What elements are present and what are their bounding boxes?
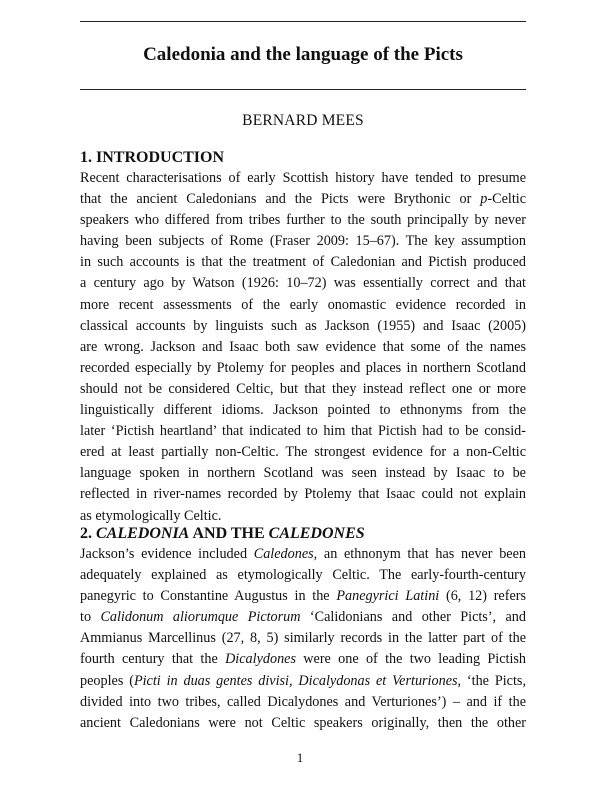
text-line: ered at least partially non-Celtic. The strongest evidence for a non-Celtic: [80, 444, 526, 461]
text-line: recorded especially by Ptolemy for peoples and places in northern Scotland: [80, 359, 526, 376]
top-rule: [80, 21, 526, 22]
text-line: more recent assessments of the early onomastic evidence recorded in: [80, 296, 526, 313]
text-line: ancient Caledonians were not Celtic speakers originally, then the other: [80, 714, 526, 731]
text-line: linguistically different idioms. Jackson pointed to ethnonyms from the: [80, 402, 526, 419]
text-line: Jackson’s evidence included Caledones, an ethnonym that has never been: [80, 546, 526, 562]
text-line: later ‘Pictish heartland’ that indicated to him that Pictish had to be consid-: [80, 423, 526, 440]
introduction-paragraph: [80, 168, 542, 527]
text-line: having been subjects of Rome (Fraser 2009: 15–67). The key assumption: [80, 233, 526, 250]
author-name: BERNARD MEES: [242, 112, 364, 129]
text-line: classical accounts by linguists such as Jackson (1955) and Isaac (2005): [80, 317, 526, 334]
paper-title: Caledonia and the language of the Picts: [143, 44, 463, 65]
text-line: Ammianus Marcellinus (27, 8, 5) similarly records in the latter part of the: [80, 630, 526, 647]
text-line: reflected in river-names recorded by Ptolemy that Isaac could not explain: [80, 486, 526, 503]
text-line: divided into two tribes, called Dicalydones and Verturiones’) – and if the: [80, 693, 526, 710]
text-line: peoples (Picti in duas gentes divisi, Dicalydonas et Verturiones, ‘the Picts,: [80, 672, 526, 689]
text-line: panegyric to Constantine Augustus in the Panegyrici Latini (6, 12) refers: [80, 588, 526, 605]
text-line: adequately explained as etymologically Celtic. The early-fourth-century: [80, 567, 526, 584]
section-heading-introduction: 1. INTRODUCTION: [80, 149, 225, 166]
text-line: to Calidonum aliorumque Pictorum ‘Calidonians and other Picts’, and: [80, 609, 526, 626]
text-line: as etymologically Celtic.: [80, 507, 222, 524]
text-line: should not be considered Celtic, but that they instead reflect one or more: [80, 380, 526, 397]
page-number: 1: [296, 750, 304, 765]
text-line: a century ago by Watson (1926: 10–72) was essentially correct and that: [80, 275, 526, 292]
section-heading-caledonia: 2. CALEDONIA AND THE CALEDONES: [80, 525, 365, 542]
text-line: that the ancient Caledonians and the Picts were Brythonic or p-Celtic: [80, 191, 526, 208]
text-line: fourth century that the Dicalydones were one of the two leading Pictish: [80, 651, 526, 668]
text-line: language spoken in northern Scotland was seen instead by Isaac to be: [80, 465, 526, 482]
text-line: Recent characterisations of early Scottish history have tended to presume: [80, 170, 526, 186]
text-line: speakers who differed from tribes further to the south principally by never: [80, 212, 526, 229]
text-line: are wrong. Jackson and Isaac both saw evidence that some of the names: [80, 338, 526, 355]
title-bottom-rule: [80, 89, 526, 90]
text-line: in such accounts is that the treatment of Caledonian and Pictish produced: [80, 254, 526, 271]
caledonia-paragraph: [80, 544, 542, 734]
